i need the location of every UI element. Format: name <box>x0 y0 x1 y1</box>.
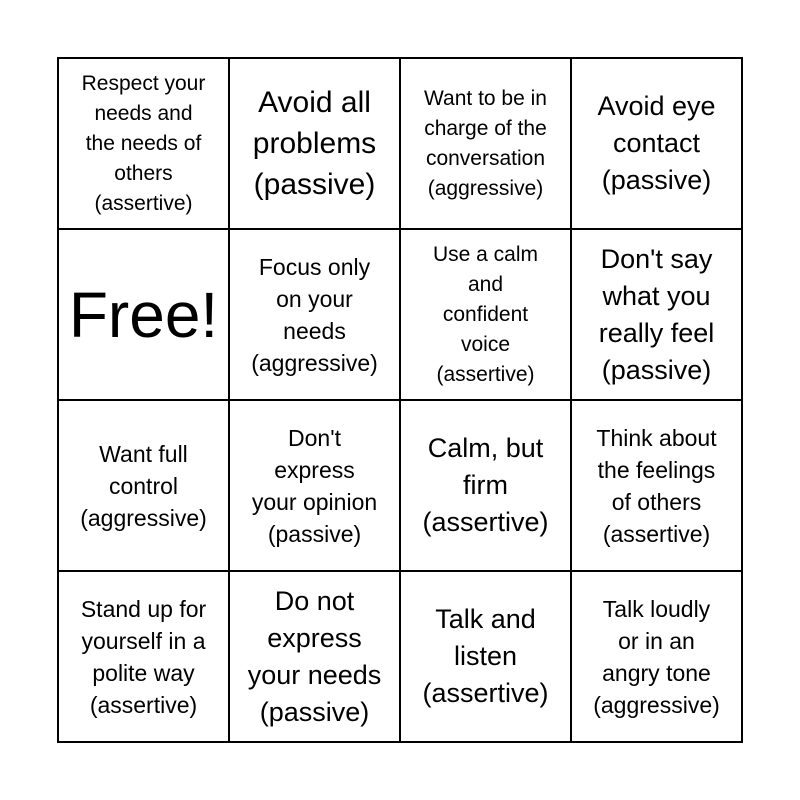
cell-text: Focus only on your needs (aggressive) <box>251 253 378 376</box>
bingo-cell-r4c2[interactable] <box>229 571 400 742</box>
bingo-cell-r3c1[interactable] <box>58 400 229 571</box>
cell-text: Free! <box>68 278 219 351</box>
cell-text: Respect your needs and the needs of others (assertive) <box>81 71 206 215</box>
cell-text: Want full control (aggressive) <box>80 440 207 531</box>
cell-text: Use a calm and confident voice (assertive) <box>432 242 539 386</box>
bingo-cell-r4c4[interactable] <box>571 571 742 742</box>
cell-text: Don't say what you really feel (passive) <box>598 243 715 385</box>
cell-text: Calm, but firm (assertive) <box>422 433 549 537</box>
bingo-cell-r2c3[interactable] <box>400 229 571 400</box>
cell-text: Do not express your needs (passive) <box>247 585 382 727</box>
cell-text: Talk loudly or in an angry tone (aggressive) <box>593 595 720 718</box>
bingo-cell-r3c4[interactable] <box>571 400 742 571</box>
bingo-board <box>57 57 743 743</box>
bingo-cell-r3c3[interactable] <box>400 400 571 571</box>
bingo-cell-r2c2[interactable] <box>229 229 400 400</box>
cell-text: Don't express your opinion (passive) <box>251 424 378 547</box>
cell-text: Stand up for yourself in a polite way (assertive) <box>80 595 207 718</box>
bingo-cell-r1c2[interactable] <box>229 58 400 229</box>
cell-text: Want to be in charge of the conversation (aggressive) <box>424 86 547 200</box>
bingo-cell-r1c1[interactable] <box>58 58 229 229</box>
bingo-cell-r3c2[interactable] <box>229 400 400 571</box>
cell-text: Avoid eye contact (passive) <box>597 91 716 195</box>
cell-text: Talk and listen (assertive) <box>422 604 549 708</box>
bingo-cell-r4c1[interactable] <box>58 571 229 742</box>
bingo-cell-free[interactable] <box>58 229 229 400</box>
bingo-cell-r4c3[interactable] <box>400 571 571 742</box>
bingo-cell-r1c3[interactable] <box>400 58 571 229</box>
bingo-cell-r2c4[interactable] <box>571 229 742 400</box>
cell-text: Think about the feelings of others (assertive) <box>596 424 717 547</box>
cell-text: Avoid all problems (passive) <box>252 86 377 201</box>
bingo-cell-r1c4[interactable] <box>571 58 742 229</box>
